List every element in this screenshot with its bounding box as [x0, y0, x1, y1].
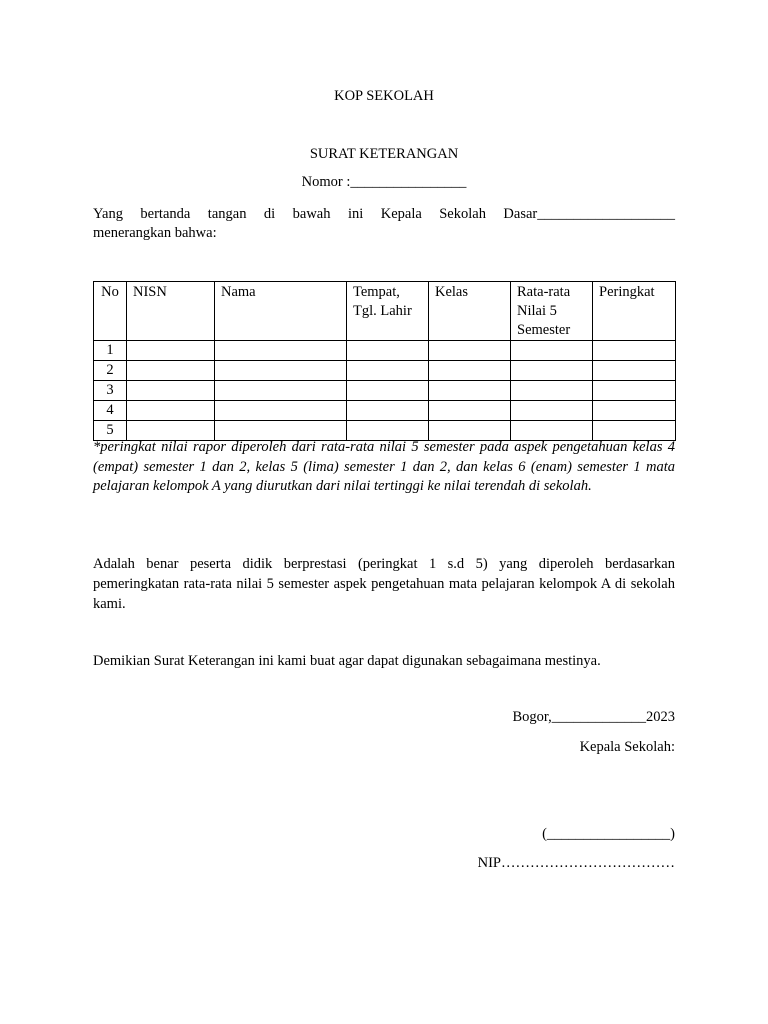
header-peringkat: Peringkat: [593, 282, 676, 341]
row-number: 5: [94, 421, 127, 441]
cell-rata-rata: [511, 401, 593, 421]
place-date: Bogor,_____________2023: [512, 709, 675, 725]
header-tempat-tgl-lahir: Tempat, Tgl. Lahir: [347, 282, 429, 341]
cell-nisn: [127, 381, 215, 401]
cell-rata-rata: [511, 381, 593, 401]
closing-paragraph: Demikian Surat Keterangan ini kami buat agar dapat digunakan sebagaimana mestinya.: [93, 653, 601, 669]
row-number: 3: [94, 381, 127, 401]
cell-nama: [215, 381, 347, 401]
row-number: 1: [94, 341, 127, 361]
document-number: Nomor :________________: [301, 174, 467, 190]
header-nisn: NISN: [127, 282, 215, 341]
letterhead-placeholder: KOP SEKOLAH: [334, 88, 434, 104]
cell-peringkat: [593, 361, 676, 381]
cell-tempat-tgl-lahir: [347, 381, 429, 401]
cell-kelas: [429, 361, 511, 381]
cell-rata-rata: [511, 341, 593, 361]
table-row: [94, 381, 676, 401]
cell-kelas: [429, 381, 511, 401]
intro-line-1: Yang bertanda tangan di bawah ini Kepala Sekolah Dasar___________________: [93, 206, 675, 222]
header-nama: Nama: [215, 282, 347, 341]
cell-nisn: [127, 341, 215, 361]
cell-nama: [215, 341, 347, 361]
signatory-name-line: (_________________): [542, 826, 675, 842]
cell-nama: [215, 361, 347, 381]
header-no: No: [94, 282, 127, 341]
table-row: [94, 401, 676, 421]
document-title: SURAT KETERANGAN: [309, 146, 459, 162]
cell-tempat-tgl-lahir: [347, 341, 429, 361]
header-kelas: Kelas: [429, 282, 511, 341]
table-row: [94, 341, 676, 361]
cell-tempat-tgl-lahir: [347, 361, 429, 381]
cell-nisn: [127, 401, 215, 421]
statement-paragraph: Adalah benar peserta didik berprestasi (peringkat 1 s.d 5) yang diperoleh berdasarkan pemeringkatan rata-rata nilai 5 semester aspek pengetahuan mata pelajaran kelompok A di sekolah kami.: [93, 556, 675, 612]
signatory-role: Kepala Sekolah:: [579, 739, 675, 755]
header-rata-rata: Rata-rata Nilai 5 Semester: [511, 282, 593, 341]
row-number: 4: [94, 401, 127, 421]
table-header-row: [94, 282, 676, 341]
cell-rata-rata: [511, 361, 593, 381]
signatory-nip: NIP………………………………: [477, 855, 675, 871]
cell-kelas: [429, 341, 511, 361]
ranking-footnote: *peringkat nilai rapor diperoleh dari rata-rata nilai 5 semester pada aspek pengetahuan kelas 4 (empat) semester 1 dan 2, kelas 5 (lima) semester 1 dan 2, dan kelas 6 (enam) semester 1 mata pelajaran kelompok A yang diurutkan dari nilai tertinggi ke nilai terendah di sekolah.: [93, 439, 675, 494]
row-number: 2: [94, 361, 127, 381]
cell-peringkat: [593, 341, 676, 361]
intro-line-2: menerangkan bahwa:: [93, 225, 217, 241]
cell-nama: [215, 401, 347, 421]
cell-tempat-tgl-lahir: [347, 401, 429, 421]
cell-kelas: [429, 401, 511, 421]
cell-nisn: [127, 361, 215, 381]
cell-peringkat: [593, 401, 676, 421]
cell-peringkat: [593, 381, 676, 401]
table-row: [94, 361, 676, 381]
student-ranking-table: [93, 281, 676, 441]
